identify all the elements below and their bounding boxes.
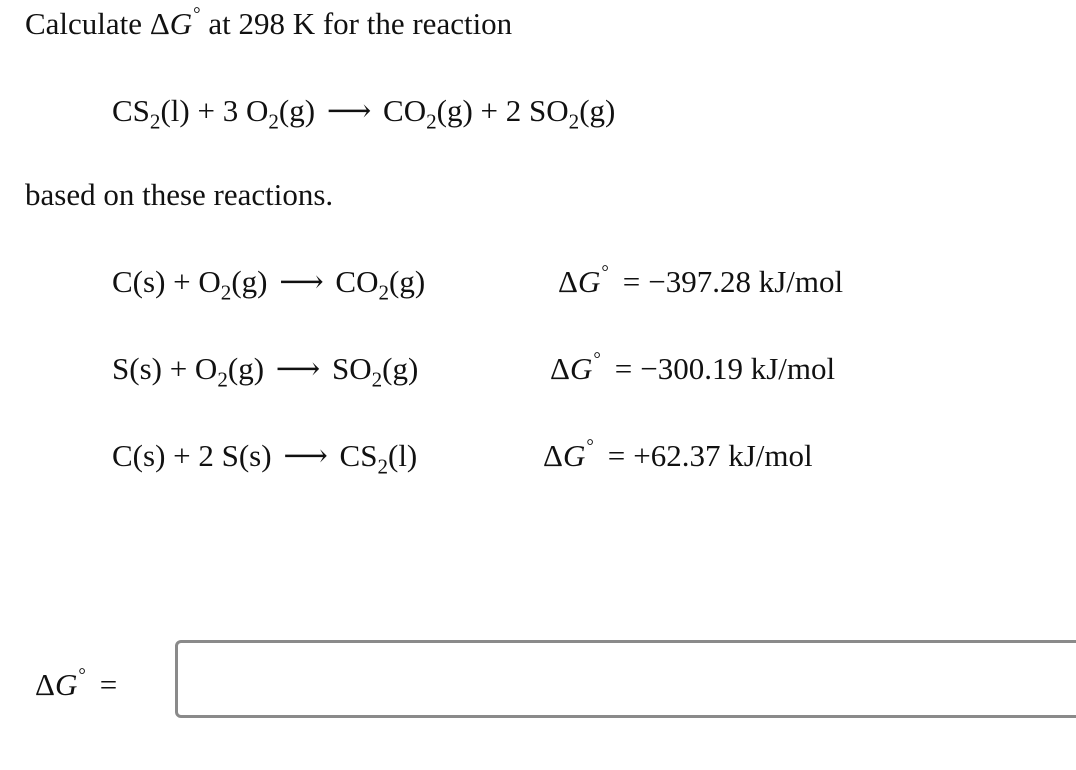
reaction-arrow-icon: ⟶	[283, 438, 328, 473]
standard-state-symbol: °	[193, 4, 201, 26]
reaction-rhs: CO	[335, 264, 379, 299]
standard-state-symbol: °	[593, 349, 601, 371]
delta-g-value: −300.19 kJ/mol	[640, 351, 836, 386]
reactant-state: (l) + 3 O	[160, 93, 269, 128]
subscript: 2	[149, 109, 161, 134]
reaction-lhs: S(s) + O	[112, 351, 218, 386]
delta-g-value: +62.37 kJ/mol	[633, 438, 813, 473]
reaction-lhs-state: (g)	[227, 351, 265, 386]
answer-label	[35, 665, 125, 702]
reaction-lhs: C(s) + O	[112, 264, 221, 299]
equals-sign: =	[99, 667, 118, 702]
subscript: 2	[371, 367, 383, 392]
delta-symbol: Δ	[543, 438, 563, 473]
delta-symbol: Δ	[35, 667, 55, 702]
reactant-cs2: CS	[112, 93, 150, 128]
reaction-rhs: SO	[331, 351, 372, 386]
reaction-rhs: CS	[339, 438, 378, 473]
reaction-lhs: C(s) + 2 S(s)	[112, 438, 272, 473]
subscript: 2	[426, 109, 437, 134]
subscript: 2	[217, 367, 228, 392]
equals-sign: =	[607, 438, 626, 473]
subscript: 2	[268, 109, 279, 134]
question-prompt	[25, 4, 513, 41]
gibbs-symbol: G	[562, 438, 586, 473]
reaction-2-delta-g	[550, 349, 836, 386]
reaction-arrow-icon: ⟶	[279, 264, 324, 299]
reaction-1-delta-g	[558, 262, 844, 299]
reaction-2-equation	[112, 351, 419, 392]
standard-state-symbol: °	[586, 436, 594, 458]
product-state: (g)	[579, 93, 616, 128]
gibbs-symbol: G	[577, 264, 601, 299]
standard-state-symbol: °	[601, 262, 609, 284]
product-state: (g) + 2 SO	[436, 93, 569, 128]
standard-state-symbol: °	[78, 665, 86, 687]
subscript: 2	[568, 109, 580, 134]
gibbs-symbol: G	[169, 6, 193, 41]
reaction-arrow-icon: ⟶	[275, 351, 321, 386]
reaction-rhs-state: (g)	[382, 351, 419, 386]
prompt-text-after: at 298 K for the reaction	[200, 6, 513, 41]
equals-sign: =	[614, 351, 633, 386]
based-on-text: based on these reactions.	[25, 177, 334, 212]
answer-input[interactable]	[175, 640, 1076, 718]
product-co2: CO	[383, 93, 427, 128]
gibbs-symbol: G	[54, 667, 78, 702]
reaction-3-delta-g	[543, 436, 813, 473]
delta-symbol: Δ	[550, 351, 570, 386]
reaction-1-equation	[112, 264, 426, 305]
reaction-rhs-state: (l)	[388, 438, 418, 473]
delta-symbol: Δ	[558, 264, 578, 299]
equals-sign: =	[622, 264, 641, 299]
subscript: 2	[220, 280, 232, 305]
subscript: 2	[377, 454, 388, 479]
subscript: 2	[378, 280, 390, 305]
gibbs-symbol: G	[569, 351, 593, 386]
delta-g-value: −397.28 kJ/mol	[648, 264, 844, 299]
reaction-3-equation	[112, 438, 418, 479]
reaction-lhs-state: (g)	[231, 264, 268, 299]
target-reaction	[112, 93, 616, 134]
prompt-text-before: Calculate	[25, 6, 150, 41]
reactant-state: (g)	[278, 93, 316, 128]
delta-symbol: Δ	[149, 6, 170, 41]
reaction-arrow-icon: ⟶	[326, 93, 372, 128]
reaction-rhs-state: (g)	[389, 264, 426, 299]
